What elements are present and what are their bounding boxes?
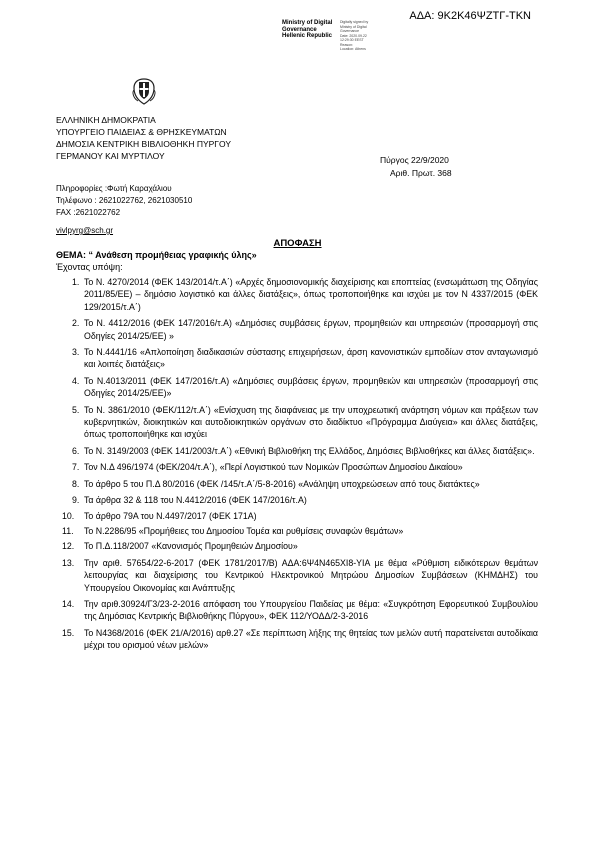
header-line: ΔΗΜΟΣΙΑ ΚΕΝΤΡΙΚΗ ΒΙΒΛΙΟΘΗΚΗ ΠΥΡΓΟΥ xyxy=(56,139,231,149)
item-text: Το Ν. 3149/2003 (ΦΕΚ 141/2003/τ.Α΄) «Εθνική Βιβλιοθήκη της Ελλάδος, Δημόσιες Βιβλιοθήκες και άλλες διατάξεις». xyxy=(84,445,535,456)
signature-line: Ministry of Digital xyxy=(282,20,333,26)
considerations-list xyxy=(56,276,538,652)
contact-email-link[interactable]: vivlpyrg@sch.gr xyxy=(56,226,114,235)
list-item xyxy=(56,525,538,537)
list-item xyxy=(56,375,538,400)
item-text: Το Ν. 4270/2014 (ΦΕΚ 143/2014/τ.Α΄) «Αρχές δημοσιονομικής διαχείρισης και εποπτείας (ενσωμάτωση της Οδηγίας 2011/85/ΕΕ) – δημόσιο λογιστικό και άλλες διατάξεις», όπως τροποποιήθηκε και ισχύει με τον Ν 4337/2015 (ΦΕΚ 129/2015/τ.Α΄) xyxy=(84,277,538,312)
list-item xyxy=(56,276,538,313)
item-number: 7. xyxy=(72,462,80,473)
item-text: Το Ν.4441/16 «Απλοποίηση διαδικασιών σύστασης επιχειρήσεων, άρση κανονιστικών εμποδίων στον ανταγωνισμό και λοιπές διατάξεις» xyxy=(84,347,538,370)
item-text: Το άρθρο 5 του Π.Δ 80/2016 (ΦΕΚ /145/τ.Α΄/5-8-2016) «Ανάληψη υποχρεώσεων από τους διατάκτες» xyxy=(84,478,480,489)
list-item xyxy=(56,557,538,594)
list-item xyxy=(56,494,538,506)
header-line: ΓΕΡΜΑΝΟΥ ΚΑΙ ΜΥΡΤΙΛΟΥ xyxy=(56,151,165,161)
item-text: Τον Ν.Δ 496/1974 (ΦΕΚ/204/τ.Α΄), «Περί Λογιστικού των Νομικών Προσώπων Δημοσίου Δικαίου» xyxy=(84,462,463,473)
item-text: Το άρθρο 79Α του Ν.4497/2017 (ΦΕΚ 171Α) xyxy=(84,510,257,521)
signature-meta-line: Reason: xyxy=(340,42,354,47)
signature-meta-line: 12:29:30 EEST xyxy=(340,38,364,42)
item-text: Τα άρθρα 32 & 118 του Ν.4412/2016 (ΦΕΚ 147/2016/τ.Α) xyxy=(84,495,307,506)
signature-meta-line: Governance xyxy=(340,29,360,33)
list-item xyxy=(56,478,538,490)
item-number: 6. xyxy=(72,445,80,456)
item-number: 4. xyxy=(72,375,80,386)
item-number: 10. xyxy=(62,510,75,521)
item-number: 5. xyxy=(72,404,80,415)
signature-meta-line: Digitally signed by xyxy=(340,20,369,24)
item-number: 12. xyxy=(62,541,75,552)
item-text: Το Ν. 3861/2010 (ΦΕΚ/112/τ.Α΄) «Ενίσχυση της διαφάνειας με την υποχρεωτική ανάρτηση νόμων και πράξεων των κυβερνητικών, διοικητικών και αυτοδιοικητικών οργάνων στο διαδίκτυο «Πρόγραμμα Διαύγεια» και άλλες διατάξεις, όπως τροποποιήθηκε και ισχύει xyxy=(84,404,538,440)
item-number: 9. xyxy=(72,495,80,506)
signature-meta-line: Location: Athens xyxy=(340,47,366,51)
item-text: Το Ν. 4412/2016 (ΦΕΚ 147/2016/τ.Α) «Δημόσιες συμβάσεις έργων, προμηθειών και υπηρεσιών (προσαρμογή στις Οδηγίες 2014/25/ΕΕ) » xyxy=(84,318,538,341)
item-number: 11. xyxy=(62,525,74,536)
list-item xyxy=(56,346,538,371)
item-text: Το Ν.2286/95 «Προμήθειες του Δημοσίου Τομέα και ρυθμίσεις συναφών θεμάτων» xyxy=(84,525,404,536)
item-number: 14. xyxy=(62,598,75,609)
item-number: 1. xyxy=(72,277,80,287)
protocol-number: Αριθ. Πρωτ. 368 xyxy=(390,168,452,178)
list-item xyxy=(56,510,538,522)
item-text: Το Ν.4013/2011 (ΦΕΚ 147/2016/τ.Α) «Δημόσιες συμβάσεις έργων, προμηθειών και υπηρεσιών (προσαρμογή στις Οδηγίες 2014/25/ΕΕ)» xyxy=(84,375,538,399)
item-text: Το Π.Δ.118/2007 «Κανονισμός Προμηθειών Δημοσίου» xyxy=(84,541,298,552)
contact-fax: FAX :2621022762 xyxy=(56,208,121,217)
signature-meta-line: Ministry of Digital xyxy=(340,24,367,29)
item-number: 2. xyxy=(72,318,80,329)
ada-code: ΑΔΑ: 9Κ2Κ46ΨΖΤΓ-ΤΚΝ xyxy=(409,10,531,22)
list-item xyxy=(56,627,538,652)
document-title: ΑΠΟΦΑΣΗ xyxy=(273,238,322,249)
list-item xyxy=(56,317,538,342)
list-item xyxy=(56,461,538,473)
item-text: Το Ν4368/2016 (ΦΕΚ 21/Α/2016) αρθ.27 «Σε περίπτωση λήξης της θητείας των μελών αυτή παρατείνεται αυτοδίκαια μέχρι του ορισμού νέων μελών» xyxy=(84,627,538,651)
item-number: 13. xyxy=(62,557,75,568)
having-considered: Έχοντας υπόψη: xyxy=(56,262,123,272)
signature-line: Hellenic Republic xyxy=(282,33,333,39)
contact-phone: Τηλέφωνο : 2621022762, 2621030510 xyxy=(56,196,193,205)
digital-signature-label xyxy=(282,20,332,40)
item-number: 3. xyxy=(72,347,80,358)
greek-coat-of-arms-icon xyxy=(130,76,158,106)
list-item xyxy=(56,445,538,457)
list-item xyxy=(56,404,538,441)
item-text: Την αριθ.30924/Γ3/23-2-2016 απόφαση του Υπουργείου Παιδείας με θέμα: «Συγκρότηση Εφορευτικού Συμβουλίου της Δημόσιας Κεντρικής Βιβλιοθήκης Πύργου», ΦΕΚ 112/ΥΟΔΔ/2-3-2016 xyxy=(84,598,538,622)
item-number: 15. xyxy=(62,627,75,638)
signature-line: Governance xyxy=(282,26,317,33)
digital-signature-meta xyxy=(340,20,368,52)
header-line: ΥΠΟΥΡΓΕΙΟ ΠΑΙΔΕΙΑΣ & ΘΡΗΣΚΕΥΜΑΤΩΝ xyxy=(56,127,227,137)
contact-info: Πληροφορίες :Φωτή Καραχάλιου xyxy=(56,184,172,193)
item-text: Την αριθ. 57654/22-6-2017 (ΦΕΚ 1781/2017/Β) ΑΔΑ:6Ψ4Ν465ΧΙ8-ΥΙΑ με θέμα «Ρύθμιση ειδικότερων θεμάτων λειτουργίας και διαχείρισης του Κεντρικού Ηλεκτρονικού Μητρώου Δημοσίων Συμβάσεων (ΚΗΜΔΗΣ) του Υπουργείου Οικονομίας και Ανάπτυξης xyxy=(84,557,538,593)
place-date: Πύργος 22/9/2020 xyxy=(380,155,449,165)
header-line: ΕΛΛΗΝΙΚΗ ΔΗΜΟΚΡΑΤΙΑ xyxy=(56,115,156,125)
signature-meta-line: Date: 2020.09.22 xyxy=(340,33,367,38)
list-item xyxy=(56,598,538,623)
list-item xyxy=(56,540,538,552)
document-subject: ΘΕΜΑ: “ Ανάθεση προμήθειας γραφικής ύλης» xyxy=(56,250,257,260)
item-number: 8. xyxy=(72,478,80,489)
